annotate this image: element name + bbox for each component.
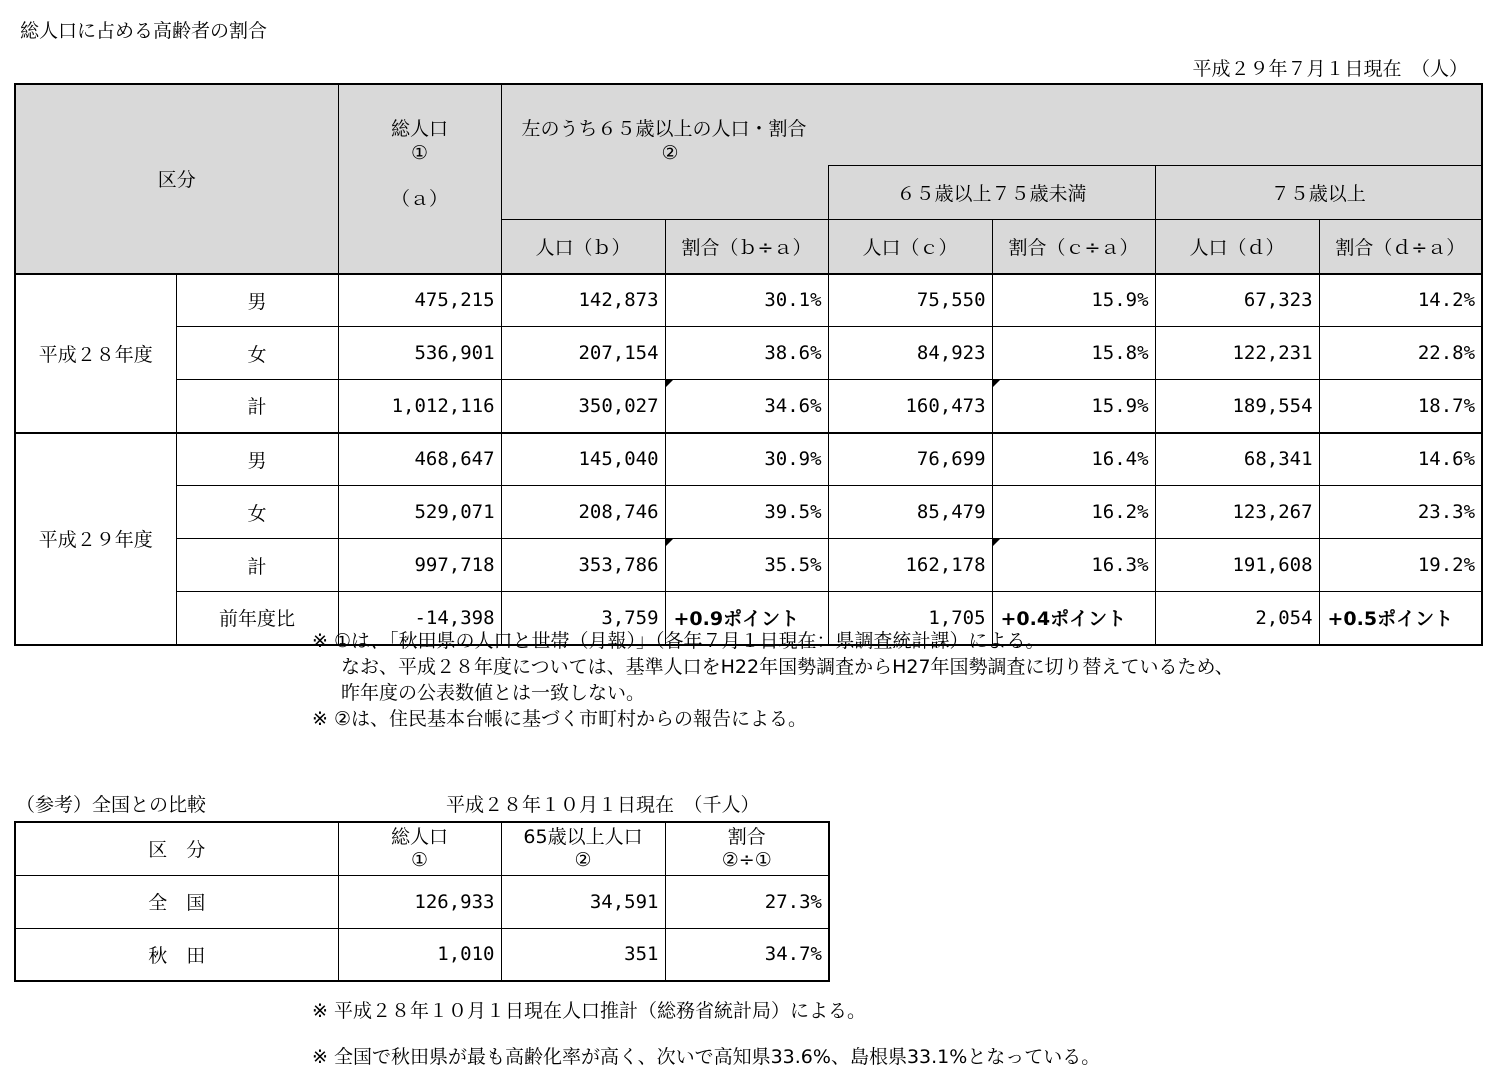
ref-title: （参考）全国との比較: [16, 794, 207, 816]
row-label: 計: [176, 380, 338, 433]
ref-as-of: 平成２８年１０月１日現在 （千人）: [446, 794, 760, 816]
cell: 34.7%: [665, 928, 829, 981]
cell: 351: [501, 928, 665, 981]
note-4: ※ ②は、住民基本台帳に基づく市町村からの報告による。: [312, 708, 807, 730]
cell: +0.9ポイント: [665, 592, 828, 645]
ref-header-ratio-formula: ②÷①: [721, 848, 772, 871]
cell: 189,554: [1155, 380, 1319, 433]
ref-note-1: ※ 平成２８年１０月１日現在人口推計（総務省統計局）による。: [312, 1000, 866, 1022]
cell: 68,341: [1155, 433, 1319, 486]
table-row: [15, 433, 1482, 486]
table-row: [15, 875, 829, 928]
cell: 16.3%: [992, 539, 1155, 592]
cell: 35.5%: [665, 539, 828, 592]
note-3: 昨年度の公表数値とは一致しない。: [341, 682, 646, 704]
ref-header-ratio: [665, 822, 829, 875]
cell: 353,786: [501, 539, 665, 592]
row-label: 女: [176, 327, 338, 380]
header-c3: 人口（ｃ）: [828, 220, 992, 274]
header-kubun: 区分: [15, 84, 338, 274]
row-label: 女: [176, 486, 338, 539]
cell: 67,323: [1155, 274, 1319, 327]
cell: 39.5%: [665, 486, 828, 539]
cell: 1,010: [338, 928, 501, 981]
national-comparison-table: [14, 821, 830, 982]
cell: 85,479: [828, 486, 992, 539]
cell: 34,591: [501, 875, 665, 928]
cell: 529,071: [338, 486, 501, 539]
header-c2: 割合（ｂ÷ａ）: [665, 220, 828, 274]
row-label: 計: [176, 539, 338, 592]
ref-header-over65-mark: ②: [574, 848, 592, 871]
cell: 350,027: [501, 380, 665, 433]
header-group-label: 左のうち６５歳以上の人口・割合: [521, 118, 807, 140]
cell: 145,040: [501, 433, 665, 486]
cell: 160,473: [828, 380, 992, 433]
header-total-a: （ａ）: [391, 188, 449, 210]
cell: 1,012,116: [338, 380, 501, 433]
cell: 84,923: [828, 327, 992, 380]
cell: 191,608: [1155, 539, 1319, 592]
cell: 16.4%: [992, 433, 1155, 486]
as-of-date: 平成２９年７月１日現在 （人）: [1192, 58, 1468, 80]
cell: 30.1%: [665, 274, 828, 327]
group-label: 平成２９年度: [15, 433, 176, 645]
header-group: [501, 84, 1482, 166]
note-2: なお、平成２８年度については、基準人口をH22年国勢調査からH27年国勢調査に切り替えているため、: [341, 656, 1234, 678]
cell: 162,178: [828, 539, 992, 592]
header-group-mark: ②: [661, 142, 679, 164]
row-label: 秋 田: [15, 928, 338, 981]
cell: 38.6%: [665, 327, 828, 380]
table-row: [15, 274, 1482, 327]
cell: 142,873: [501, 274, 665, 327]
elderly-ratio-table: [14, 83, 1483, 646]
cell: 27.3%: [665, 875, 829, 928]
ref-header-over65-label: 65歳以上人口: [523, 825, 643, 848]
cell: 126,933: [338, 875, 501, 928]
group-label: 平成２８年度: [15, 274, 176, 433]
ref-header-over65: [501, 822, 665, 875]
cell: -14,398: [338, 592, 501, 645]
row-label: 前年度比: [176, 592, 338, 645]
ref-note-2: ※ 全国で秋田県が最も高齢化率が高く、次いで高知県33.6%、島根県33.1%となっている。: [312, 1046, 1101, 1068]
header-c1: 人口（ｂ）: [501, 220, 665, 274]
cell: 15.8%: [992, 327, 1155, 380]
header-sub1: ６５歳以上７５歳未満: [828, 166, 1155, 220]
table-row: [15, 539, 1482, 592]
cell: 14.2%: [1319, 274, 1482, 327]
cell: 22.8%: [1319, 327, 1482, 380]
cell: 15.9%: [992, 380, 1155, 433]
cell: 16.2%: [992, 486, 1155, 539]
table-row: [15, 928, 829, 981]
cell: +0.5ポイント: [1319, 592, 1482, 645]
table-row: [15, 486, 1482, 539]
header-total-label: 総人口: [391, 118, 449, 140]
table-row: [15, 327, 1482, 380]
cell: 76,699: [828, 433, 992, 486]
cell: 536,901: [338, 327, 501, 380]
cell: 2,054: [1155, 592, 1319, 645]
cell: 122,231: [1155, 327, 1319, 380]
cell: +0.4ポイント: [992, 592, 1155, 645]
cell: 75,550: [828, 274, 992, 327]
ref-header-ratio-label: 割合: [727, 825, 766, 848]
ref-header-total-label: 総人口: [390, 825, 448, 848]
row-label: 男: [176, 274, 338, 327]
row-label: 全 国: [15, 875, 338, 928]
ref-header-kubun: 区 分: [15, 822, 338, 875]
header-c6: 割合（ｄ÷ａ）: [1319, 220, 1482, 274]
header-total-mark: ①: [410, 142, 429, 164]
header-c4: 割合（ｃ÷ａ）: [992, 220, 1155, 274]
cell: 30.9%: [665, 433, 828, 486]
header-sub2: ７５歳以上: [1155, 166, 1482, 220]
cell: 15.9%: [992, 274, 1155, 327]
cell: 207,154: [501, 327, 665, 380]
cell: 3,759: [501, 592, 665, 645]
table-row: [15, 380, 1482, 433]
cell: 1,705: [828, 592, 992, 645]
cell: 34.6%: [665, 380, 828, 433]
header-c5: 人口（ｄ）: [1155, 220, 1319, 274]
cell: 468,647: [338, 433, 501, 486]
cell: 23.3%: [1319, 486, 1482, 539]
ref-header-total-mark: ①: [410, 848, 429, 871]
cell: 14.6%: [1319, 433, 1482, 486]
cell: 475,215: [338, 274, 501, 327]
cell: 997,718: [338, 539, 501, 592]
header-total: [338, 84, 501, 274]
cell: 19.2%: [1319, 539, 1482, 592]
cell: 18.7%: [1319, 380, 1482, 433]
page-title: 総人口に占める高齢者の割合: [20, 20, 268, 42]
cell: 123,267: [1155, 486, 1319, 539]
header-group-spacer: [501, 166, 828, 220]
ref-header-total: [338, 822, 501, 875]
note-1: ※ ①は、「秋田県の人口と世帯（月報）」（各年７月１日現在：県調査統計課）による。: [312, 630, 1045, 652]
row-label: 男: [176, 433, 338, 486]
cell: 208,746: [501, 486, 665, 539]
